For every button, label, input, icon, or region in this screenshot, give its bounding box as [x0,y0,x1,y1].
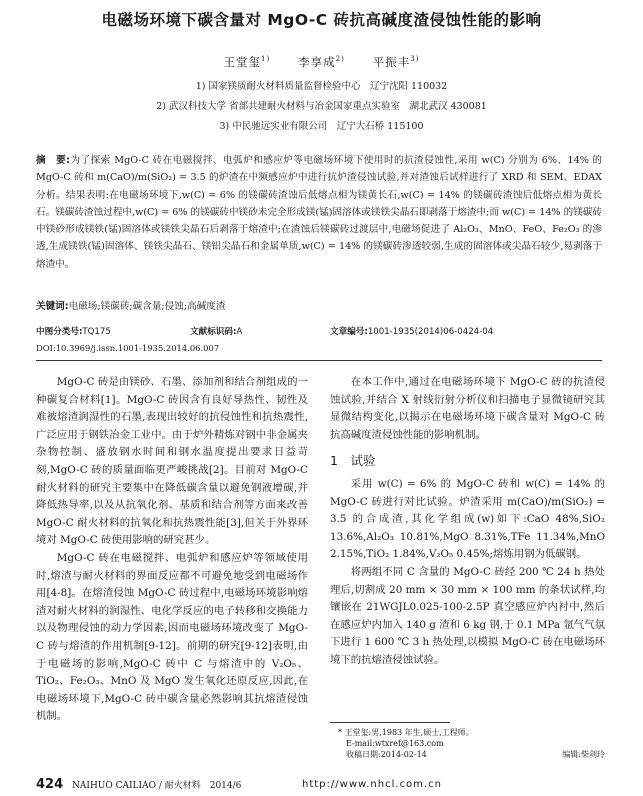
affiliation: 3) 中民驰远实业有限公司 辽宁大石桥 115100 [219,121,424,132]
body-paragraph: 采用 w(C) = 6% 的 MgO-C 砖和 w(C) = 14% 的 MgO-C 砖进行对比试验。炉渣采用 m(CaO)/m(SiO₂) = 3.5 的合成渣,其化学组成(w)如下:CaO 48%,SiO₂ 13.6%,Al₂O₃ 10.81%,MgO 8.31%,TFe 11.34%,MnO 2.15%,TiO₂ 1.84%,V₂O₅ 0.45%;熔炼用钢为低碳钢。 [330,477,605,561]
paper-title: 电磁场环境下碳含量对 MgO-C 砖抗高碱度渣侵蚀性能的影响 [101,11,542,29]
clc-value: TQ175 [82,327,111,337]
doc-code-label: 文献标识码: [190,327,237,337]
abstract-label: 摘 要: [36,155,71,166]
keywords-text: 电磁场;镁碳砖;碳含量;侵蚀;高碱度渣 [68,301,226,312]
clc-label: 中图分类号: [36,327,83,337]
journal-url[interactable]: http://www.nhcl.com.cn [302,779,442,790]
author-name: 王堂玺 [223,55,262,69]
author-affil-mark: 1) [261,55,271,64]
author-affil-mark: 3) [410,55,420,64]
author-name: 李享成 [298,55,336,69]
abstract-text: 为了探索 MgO-C 砖在电磁搅拌、电弧炉和感应炉等电磁场环境下使用时的抗渣侵蚀性,采用 w(C) 分别为 6%、14% 的 MgO-C 砖和 m(CaO)/m(SiO₂) = 3.5 的炉渣在中频感应炉中进行抗炉渣侵蚀试验,并对渣蚀后试样进行了 XRD 和 SEM、EDAX 分析。结果表明:在电磁场环境下,w(C) = 6% 的镁碳砖渣蚀后低熔点相为镁黄长石,w(C) = 14% 的镁碳砖渣蚀后低熔点相为黄长石。镁碳砖渣蚀过程中,w(C) = 6% 的镁碳砖中镁砂未完全形成镁(锰)固溶体或镁铁尖晶石即剥落于熔渣中;而 w(C) = 14% 的镁碳砖中镁砂形成镁铁(锰)固溶体或镁铁尖晶石后剥落于熔渣中;在渣蚀后镁碳砖过渡层中,电磁场促进了 Al₂O₃、MnO、FeO、Fe₂O₃ 的渗透,生成镁铁(锰)固溶体、镁铁尖晶石、镁铝尖晶石和金属单质,w(C) = 14% 的镁碳砖渗透较弱,生成的固溶体或尖晶石较少,易剥落于熔渣中。 [36,155,602,270]
doc-code-value: A [236,327,243,337]
abstract [36,152,602,273]
editor: 编辑:柴剑玲 [562,750,605,759]
affiliation: 2) 武汉科技大学 省部共建耐火材料与冶金国家重点实验室 湖北武汉 430081 [156,101,487,112]
author-email: E-mail:wtxref@163.com [346,739,444,748]
body-paragraph: 在本工作中,通过在电磁场环境下 MgO-C 砖的抗渣侵蚀试验,并结合 X 射线衍射分析仪和扫描电子显微镜研究其显微结构变化,以揭示在电磁场环境下碳含量对 MgO-C 砖抗高碱度渣侵蚀性能的影响机制。 [330,376,605,441]
clc-number [36,325,111,337]
affiliation: 1) 国家镁质耐火材料质量监督检验中心 辽宁沈阳 110032 [195,81,448,92]
footnote [330,727,605,760]
received-date: 收稿日期:2014-02-14 [346,750,427,759]
page-number: 424 [36,777,64,792]
author-affil-mark: 2) [335,55,345,64]
document-code [190,325,242,337]
divider [36,360,602,361]
body-paragraph: MgO-C 砖是由镁砂、石墨、添加剂和结合剂组成的一种碳复合材料[1]。MgO-C 砖因含有良好导热性、韧性及难被熔渣润湿性的石墨,表现出较好的抗侵蚀性和抗热震性,广泛应用于钢铁冶金工业中。由于炉外精炼对钢中非金属夹杂物控制、盛放钢水时间和钢水温度提出要求日益苛刻,MgO-C 砖的质量面临更严峻挑战[2]。目前对 MgO-C 耐火材料的研究主要集中在降低碳含量以避免钢液增碳,并降低热导率,以及从抗氧化剂、基质和结合剂等方面来改善 MgO-C 耐火材料的抗氧化和抗热震性能[3],但关于外界环境对 MgO-C 砖使用影响的研究甚少。 [36,376,308,547]
article-value: 1001-1935(2014)06-0424-04 [367,327,494,337]
keywords [36,298,602,312]
author-line [0,54,643,70]
article-label: 文章编号: [330,327,368,337]
journal-name: NAIHUO CAILIAO / 耐火材料 2014/6 [72,781,242,791]
section-heading: 1 试验 [330,453,376,469]
article-number [330,325,493,337]
doi: DOI:10.3969/j.issn.1001-1935.2014.06.007 [36,343,220,353]
right-column [330,374,605,670]
author-bio: * 王堂玺:男,1983 年生,硕士,工程师。 [338,728,474,737]
keywords-label: 关键词: [36,301,69,312]
left-column [36,374,308,726]
body-paragraph: MgO-C 砖在电磁搅拌、电弧炉和感应炉等领域使用时,熔渣与耐火材料的界面反应都不可避免地受到电磁场作用[4-8]。在熔渣侵蚀 MgO-C 砖过程中,电磁场环境影响熔渣对耐火材料的润湿性、电化学反应的电子转移和交换能力以及物理侵蚀的动力学因素,因而电磁场环境改变了 MgO-C 砖与熔渣的作用机制[9-12]。前期的研究[9-12]表明,由于电磁场的影响,MgO-C 砖中 C 与熔渣中的 V₂O₅、TiO₂、Fe₂O₃、MnO 及 MgO 发生氧化还原反应,因此,在电磁场环境下,MgO-C 砖中碳含量必然影响其抗熔渣侵蚀机制。 [36,551,308,723]
received-editor [330,749,605,760]
footnote-rule [330,722,450,723]
page-footer [36,777,606,792]
body-paragraph: 将两组不同 C 含量的 MgO-C 砖经 200 ℃ 24 h 热处理后,切割成 20 mm × 30 mm × 100 mm 的条状试样,均镶嵌在 21WGJL0.025-100-2.5P 真空感应炉内衬中,然后在感应炉内加入 140 g 渣和 6 kg 钢,于 0.1 MPa 氩气气氛下进行 1 600 ℃ 3 h 热处理,以模拟 MgO-C 砖在电磁场环境下的抗熔渣侵蚀试验。 [330,565,605,666]
author-name: 平振丰 [372,55,411,69]
